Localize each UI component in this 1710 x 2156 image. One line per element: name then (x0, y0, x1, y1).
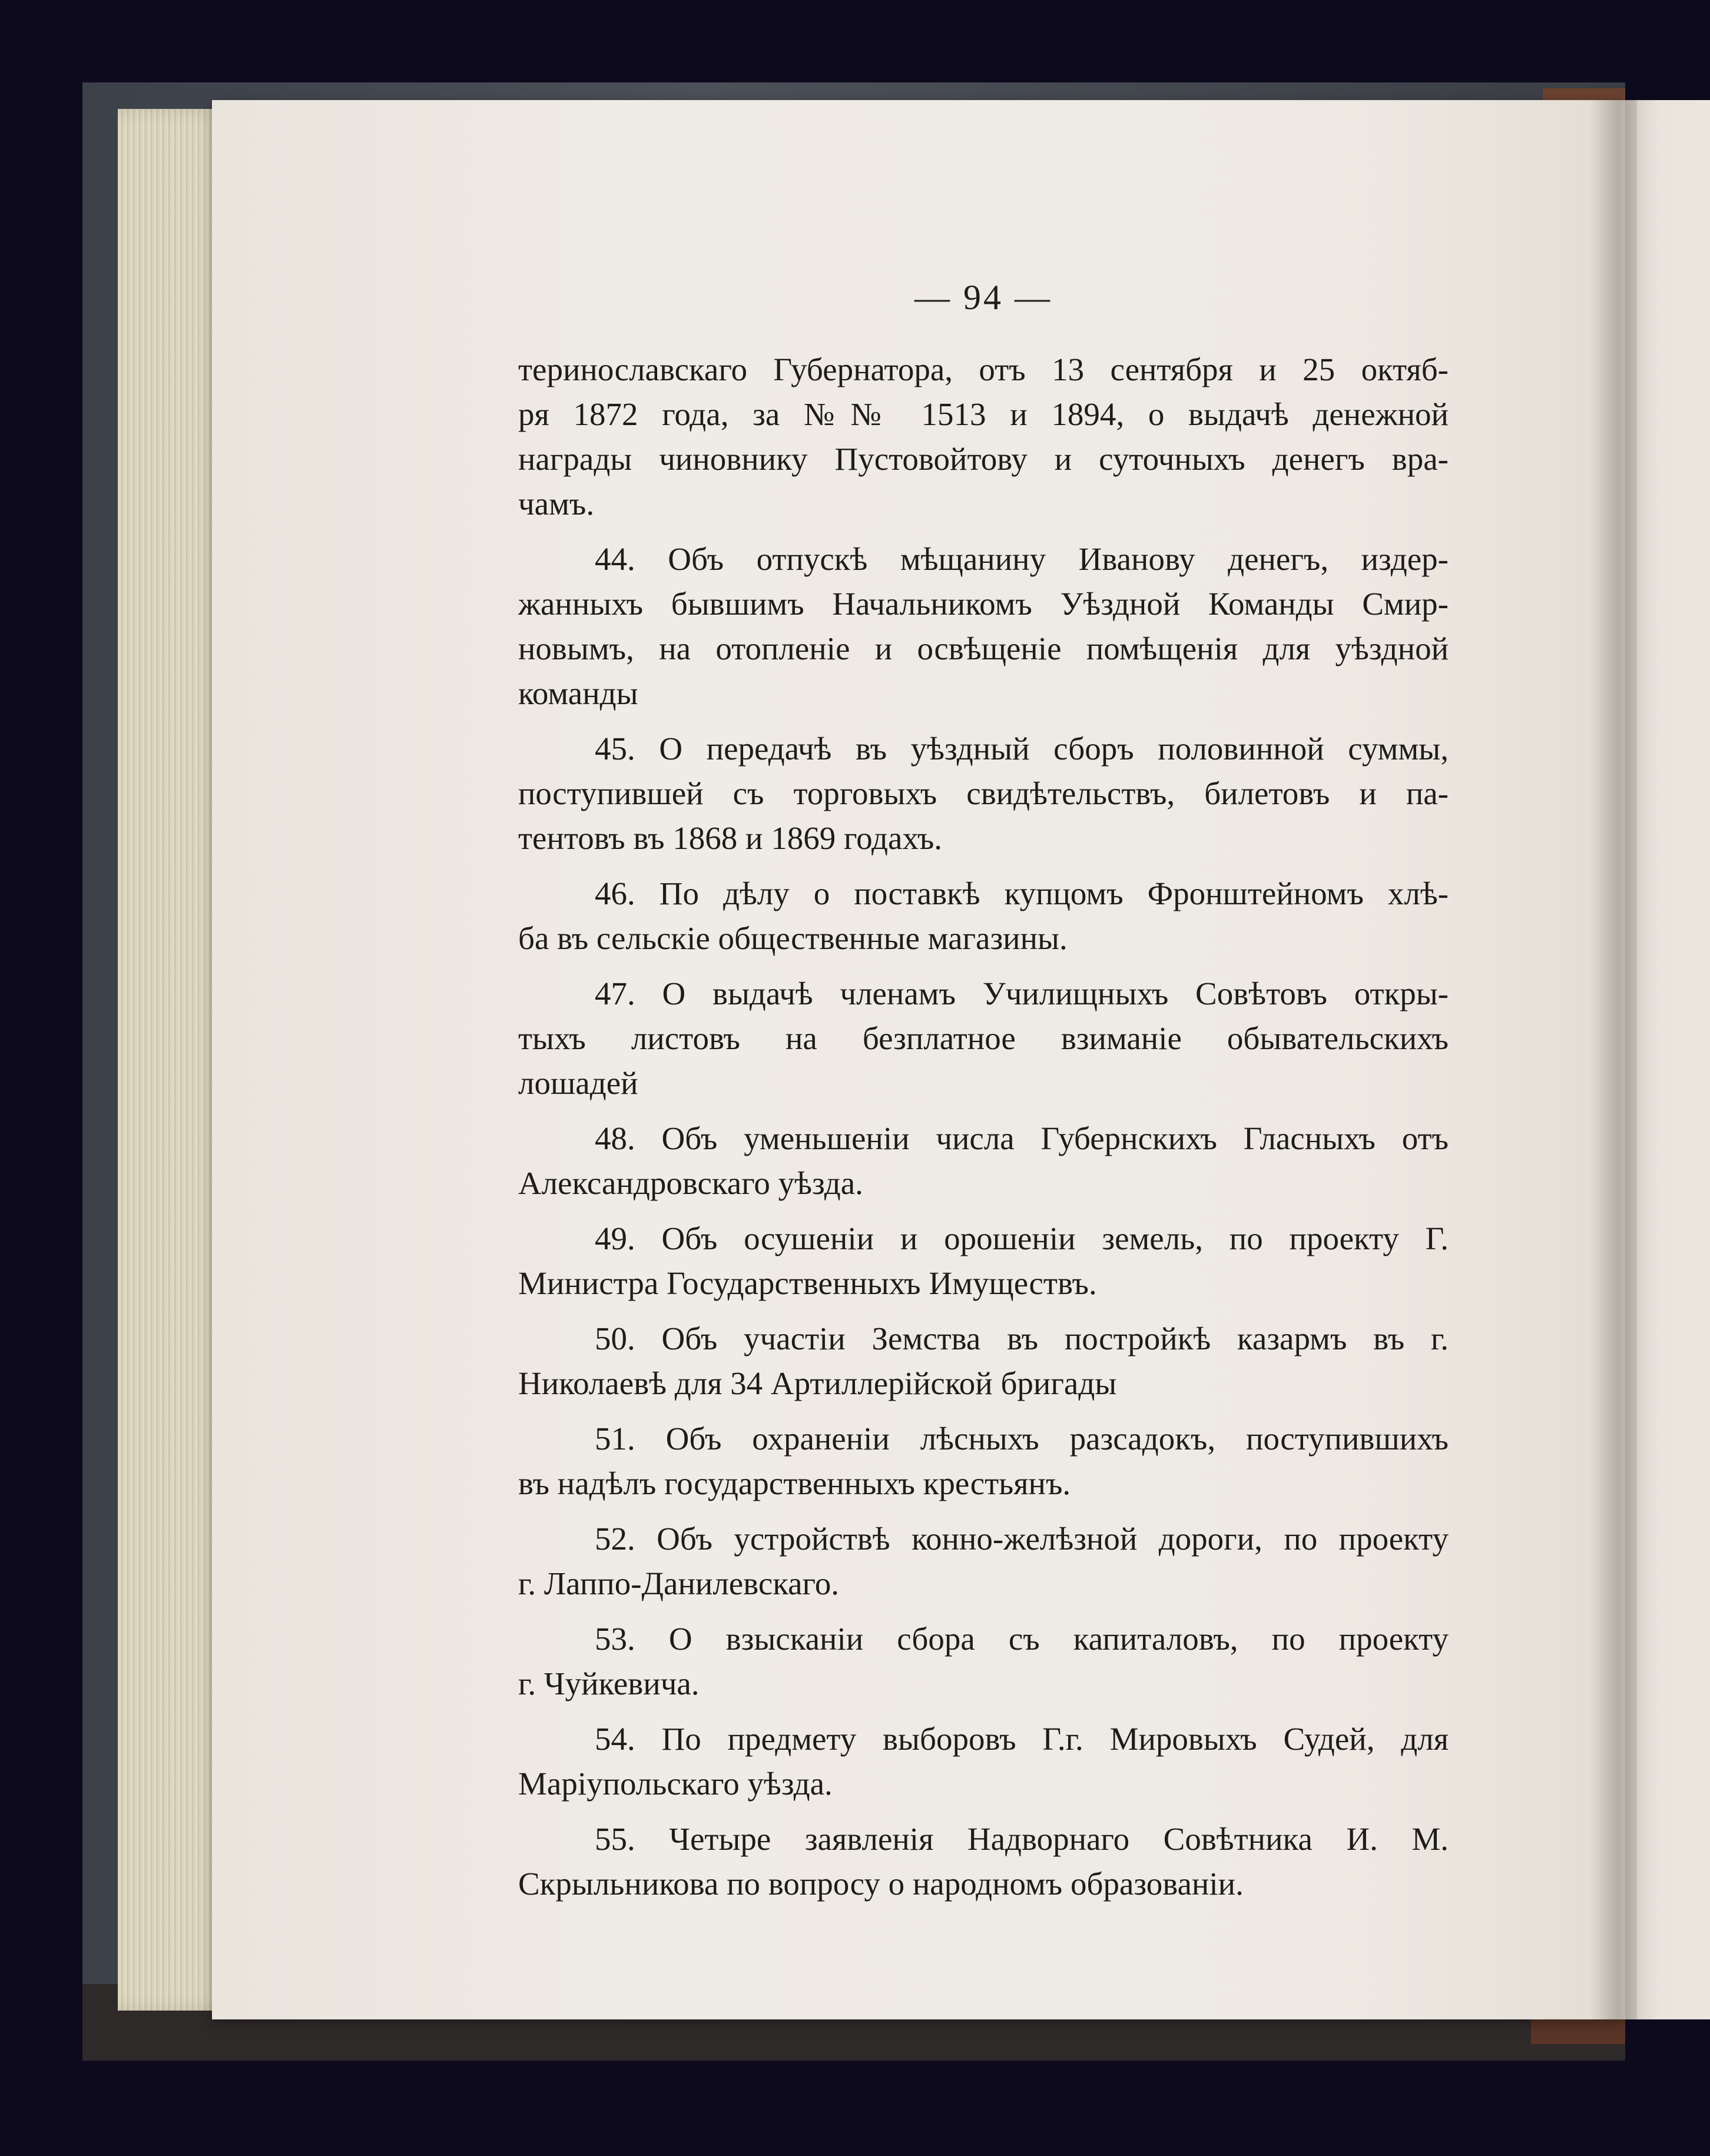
text-line: жанныхъ бывшимъ Начальникомъ Уѣздной Команды Смир- (518, 586, 1449, 622)
text-line: тыхъ листовъ на безплатное взиманіе обывательскихъ (518, 1020, 1449, 1056)
text-line: 48. Объ уменьшеніи числа Губернскихъ Гласныхъ отъ (595, 1120, 1449, 1156)
text-line: въ надѣлъ государственныхъ крестьянъ. (518, 1465, 1071, 1501)
paragraph (518, 1517, 1449, 1606)
text-line: лошадей (518, 1065, 638, 1101)
text-line: 53. О взысканіи сбора съ капиталовъ, по проекту (595, 1621, 1449, 1657)
paragraph (518, 1817, 1449, 1906)
text-line: чамъ. (518, 486, 595, 522)
text-line: 55. Четыре заявленія Надворнаго Совѣтника И. М. (595, 1821, 1449, 1857)
text-line: г. Чуйкевича. (518, 1666, 700, 1701)
text-line: Министра Государственныхъ Имуществъ. (518, 1265, 1097, 1301)
paragraph (518, 1417, 1449, 1506)
text-line: 47. О выдачѣ членамъ Училищныхъ Совѣтовъ откры- (595, 976, 1449, 1011)
paragraph (518, 537, 1449, 716)
text-line: теринославскаго Губернатора, отъ 13 сентября и 25 октяб- (518, 351, 1449, 387)
text-line: 44. Объ отпускѣ мѣщанину Иванову денегъ, издер- (595, 541, 1449, 577)
text-line: 50. Объ участіи Земства въ постройкѣ казармъ въ г. (595, 1321, 1449, 1356)
paragraph (518, 727, 1449, 861)
text-line: 46. По дѣлу о поставкѣ купцомъ Фронштейномъ хлѣ- (595, 875, 1449, 911)
text-line: ря 1872 года, за №№ 1513 и 1894, о выдачѣ денежной (518, 396, 1449, 432)
text-line: 51. Объ охраненіи лѣсныхъ разсадокъ, поступившихъ (595, 1421, 1449, 1457)
text-line: 54. По предмету выборовъ Г.г. Мировыхъ Судей, для (595, 1721, 1449, 1757)
facing-page (1625, 100, 1710, 2019)
text-line: Маріупольскаго уѣзда. (518, 1766, 833, 1802)
page-text (518, 271, 1449, 1917)
text-line: г. Лаппо-Данилевскаго. (518, 1565, 839, 1601)
text-line: ба въ сельскіе общественные магазины. (518, 920, 1068, 956)
paragraph (518, 1717, 1449, 1806)
paragraph (518, 1617, 1449, 1706)
text-line: награды чиновнику Пустовойтову и суточныхъ денегъ вра- (518, 441, 1449, 477)
text-line: Николаевѣ для 34 Артиллерійской бригады (518, 1365, 1117, 1401)
paragraph (518, 347, 1449, 526)
paragraph-list (518, 347, 1449, 1906)
paragraph (518, 1316, 1449, 1406)
paragraph (518, 971, 1449, 1106)
page-gutter (1590, 100, 1637, 2019)
paragraph (518, 1216, 1449, 1306)
text-line: 49. Объ осушеніи и орошеніи земель, по проекту Г. (595, 1220, 1449, 1256)
text-line: Скрыльникова по вопросу о народномъ образованіи. (518, 1866, 1244, 1902)
text-line: команды (518, 675, 638, 711)
page-number: — 94 — (914, 278, 1052, 317)
text-line: тентовъ въ 1868 и 1869 годахъ. (518, 820, 943, 856)
text-line: Александровскаго уѣзда. (518, 1165, 863, 1201)
text-line: новымъ, на отопленіе и освѣщеніе помѣщенія для уѣздной (518, 631, 1449, 666)
paragraph (518, 1116, 1449, 1206)
text-line: 52. Объ устройствѣ конно-желѣзной дороги, по проекту (595, 1521, 1449, 1557)
paragraph (518, 871, 1449, 961)
text-line: поступившей съ торговыхъ свидѣтельствъ, билетовъ и па- (518, 775, 1449, 811)
text-line: 45. О передачѣ въ уѣздный сборъ половинной суммы, (595, 731, 1449, 767)
